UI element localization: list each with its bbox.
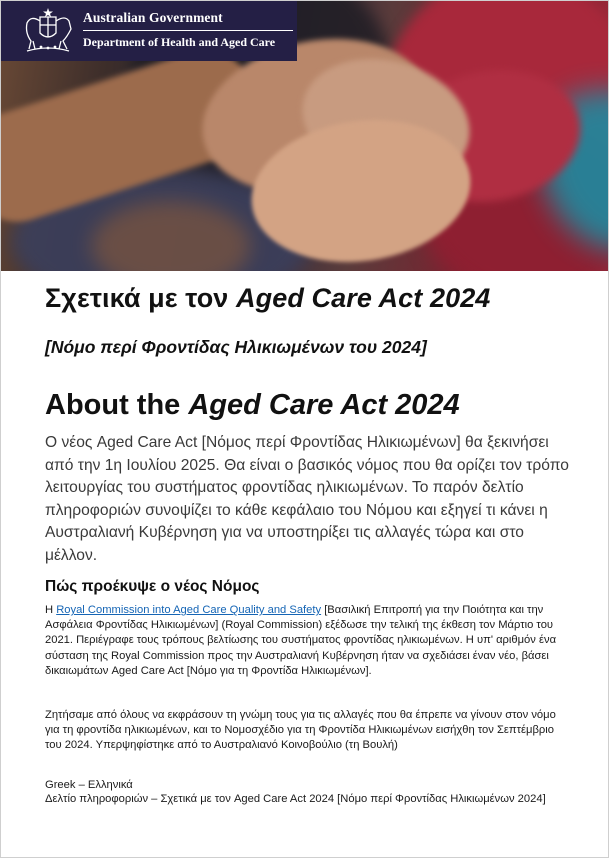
section-paragraph-2: Ζητήσαμε από όλους να εκφράσουν τη γνώμη τους για τις αλλαγές που θα έπρεπε να γίνουν στον νόμο για τη φροντίδα ηλικιωμένων, και το Νομοσχέδιο για τη Φροντίδα Ηλικιωμένων εισήχθη τον Σεπτέμβριο του 2024. Υπερψηφίστηκε από το Αυστραλιανό Κοινοβούλιο (τη Βουλή) (45, 709, 556, 752)
department-name: Department of Health and Aged Care (83, 35, 276, 49)
english-title-act-name: Aged Care Act 2024 (188, 389, 460, 421)
english-title: About the Aged Care Act 2024 (45, 389, 460, 421)
greek-subtitle: [Νόμο περί Φροντίδας Ηλικιωμένων του 2024] (45, 337, 427, 357)
coat-of-arms-icon (19, 7, 77, 55)
footer-document-title: Δελτίο πληροφοριών – Σχετικά με τον Aged Care Act 2024 [Νόμο περί Φροντίδας Ηλικιωμένων 2024] (45, 792, 546, 805)
section-heading: Πώς προέκυψε ο νέος Νόμος (45, 578, 260, 595)
section-paragraph-1: Η Royal Commission into Aged Care Quality and Safety [Βασιλική Επιτροπή για την Ποιότητα και την Ασφάλεια Φροντίδας Ηλικιωμένων] (Royal Commission) εξέδωσε την τελική της έκθεση τον Μάρτιο του 2021. Περιέγραφε τους τρόπους βελτίωσης του συστήματος φροντίδας ηλικιωμένων. Η υπ' αριθμόν ένα σύσταση της Royal Commission προς την Αυστραλιανή Κυβέρνηση ήταν να σχεδιάσει έναν νέο, βάσει δικαιωμάτων Aged Care Act [Νόμο για τη Φροντίδα Ηλικιωμένων]. (45, 604, 557, 677)
greek-title: Σχετικά με τον Aged Care Act 2024 (45, 283, 491, 313)
banner-divider (83, 30, 293, 31)
government-banner (1, 1, 297, 61)
hero-photo (1, 1, 608, 271)
government-name: Australian Government (83, 10, 223, 25)
royal-commission-link[interactable]: Royal Commission into Aged Care Quality and Safety (56, 604, 322, 616)
intro-paragraph: Ο νέος Aged Care Act [Νόμος περί Φροντίδας Ηλικιωμένων] θα ξεκινήσει από την 1η Ιουλίου 2025. Θα είναι ο βασικός νόμος που θα ορίζει τον τρόπο λειτουργίας του συστήματος φροντίδας ηλικιωμένων. Το παρόν δελτίο πληροφοριών συνοψίζει το κάθε κεφάλαιο του Νόμου και εξηγεί τι κάνει η Αυστραλιανή Κυβέρνηση για να υποστηρίξει τις αλλαγές τώρα και στο μέλλον. (45, 434, 569, 564)
greek-title-act-name: Aged Care Act 2024 (236, 283, 491, 313)
footer (45, 779, 573, 806)
footer-language: Greek – Ελληνικά (45, 779, 133, 791)
